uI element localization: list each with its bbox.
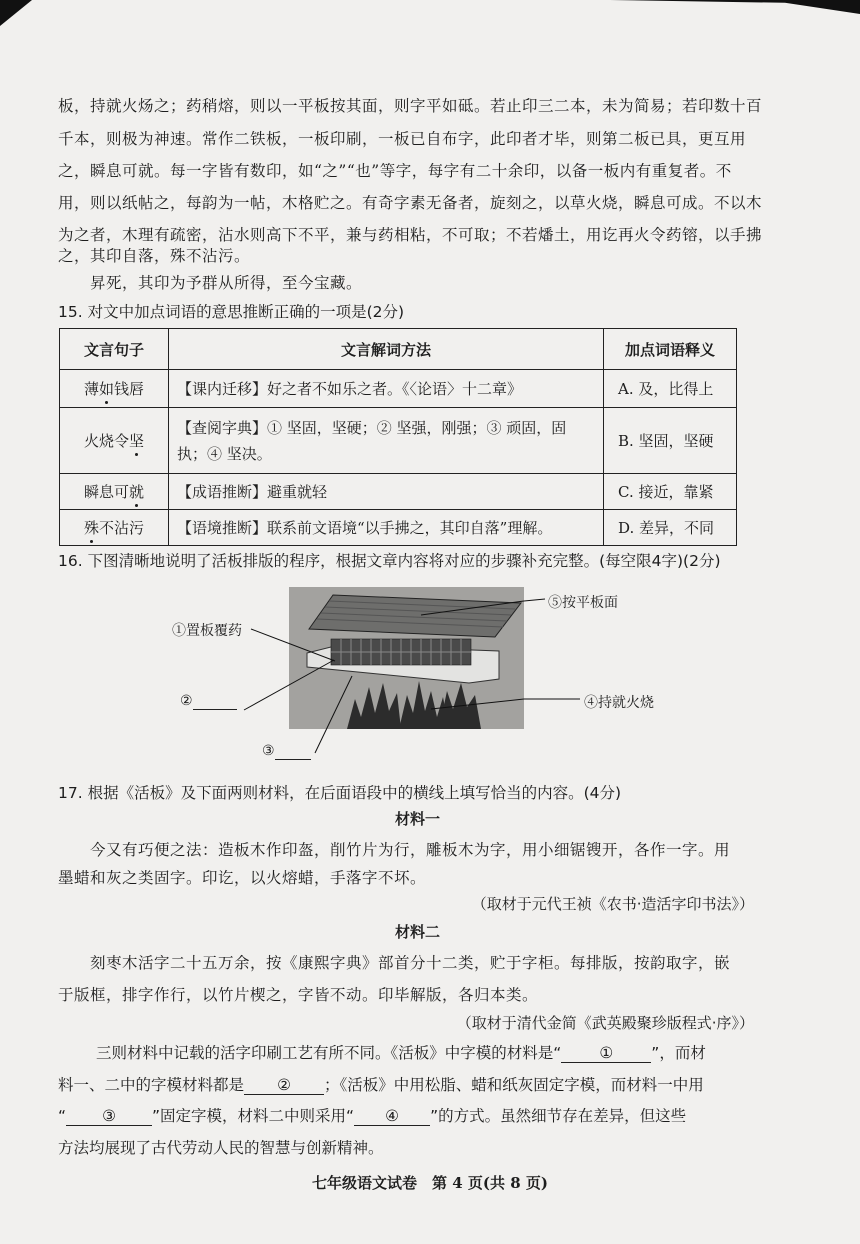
material-1-title: 材料一 <box>395 810 441 828</box>
passage-line: 用，则以纸帖之，每韵为一帖，木格贮之。有奇字素无备者，旋刻之，以草火烧，瞬息可成。不以木 <box>58 194 763 212</box>
q16-stem: 16. 下图清晰地说明了活板排版的程序，根据文章内容将对应的步骤补充完整。(每空限4字)(2分) <box>58 552 721 570</box>
fill-paragraph-line-3: “ ③ ”固定字模，材料二中则采用“ ④ ”的方式。虽然细节存在差异，但这些 <box>58 1107 687 1125</box>
passage-line: 之，瞬息可就。每一字皆有数印，如“之”“也”等字，每字有二十余印，以备一板内有重复者。不 <box>58 162 732 180</box>
answer-blank-3: ③ <box>66 1107 152 1126</box>
fill-paragraph-line-4: 方法均展现了古代劳动人民的智慧与创新精神。 <box>58 1139 384 1157</box>
table-header: 加点词语释义 <box>604 329 737 370</box>
diagram-label-1: ①置板覆药 <box>172 623 242 639</box>
material-line: 刻枣木活字二十五万余，按《康熙字典》部首分十二类，贮于字柜。每排版，按韵取字，嵌 <box>90 954 731 972</box>
answer-blank-2: ② <box>244 1076 324 1095</box>
answer-blank-4: ④ <box>354 1107 430 1126</box>
diagram-label-4: ④持就火烧 <box>584 695 654 711</box>
sentence-cell: 薄如钱唇 <box>60 370 169 408</box>
method-cell: 【成语推断】避重就轻 <box>169 474 604 510</box>
meaning-cell: A. 及，比得上 <box>604 370 737 408</box>
passage-last-line: 昇死，其印为予群从所得，至今宝藏。 <box>90 274 363 292</box>
diagram-label-5: ⑤按平板面 <box>548 595 618 611</box>
fill-paragraph-line-1: 三则材料中记载的活字印刷工艺有所不同。《活板》中字模的材料是“ ① ”，而材 <box>96 1044 706 1062</box>
answer-blank-1: ① <box>561 1044 651 1063</box>
meaning-cell: C. 接近，靠紧 <box>604 474 737 510</box>
passage-line: 为之者，木理有疏密，沾水则高下不平，兼与药相粘，不可取；不若燔土，用讫再火令药镕，以手拂 <box>58 226 763 244</box>
sentence-cell: 瞬息可就 <box>60 474 169 510</box>
table-header: 文言解词方法 <box>169 329 604 370</box>
method-cell: 【课内迁移】好之者不如乐之者。《〈论语〉十二章》 <box>169 370 604 408</box>
sentence-cell: 火烧令坚 <box>60 408 169 474</box>
q17-stem: 17. 根据《活板》及下面两则材料，在后面语段中的横线上填写恰当的内容。(4分) <box>58 784 622 802</box>
diagram-label-3: ③ <box>262 743 311 760</box>
fill-paragraph-line-2: 料一、二中的字模材料都是 ② ；《活板》中用松脂、蜡和纸灰固定字模，而材料一中用 <box>58 1076 704 1094</box>
material-line: 今又有巧便之法：造板木作印盔，削竹片为行，雕板木为字，用小细锯锼开，各作一字。用 <box>90 841 731 859</box>
method-cell: 【语境推断】联系前文语境“以手拂之，其印自落”理解。 <box>169 510 604 546</box>
dotted-word: 就 <box>129 483 145 501</box>
page-footer: 七年级语文试卷 第 4 页(共 8 页) <box>312 1174 548 1192</box>
meaning-cell: D. 差异，不同 <box>604 510 737 546</box>
material-line: 墨蜡和灰之类固字。印讫，以火熔蜡，手落字不坏。 <box>58 869 427 887</box>
material-1-source: （取材于元代王祯《农书·造活字印书法》） <box>471 895 754 913</box>
method-cell: 【查阅字典】① 坚固，坚硬；② 坚强，刚强；③ 顽固，固执；④ 坚决。 <box>169 408 604 474</box>
material-2-title: 材料二 <box>395 923 441 941</box>
dotted-word: 殊 <box>83 519 99 537</box>
material-2-source: （取材于清代金简《武英殿聚珍版程式·序》） <box>456 1014 754 1032</box>
material-line: 于版框，排字作行，以竹片楔之，字皆不动。印毕解版，各归本类。 <box>58 986 539 1004</box>
passage-line: 板，持就火炀之；药稍熔，则以一平板按其面，则字平如砥。若止印三二本，未为简易；若印数十百 <box>58 97 763 115</box>
table-header: 文言句子 <box>60 329 169 370</box>
passage-line: 之，其印自落，殊不沾污。 <box>58 247 251 265</box>
q15-stem: 15. 对文中加点词语的意思推断正确的一项是(2分) <box>58 303 405 321</box>
dotted-word: 如 <box>98 380 114 398</box>
dotted-word: 坚 <box>129 432 145 450</box>
sentence-cell: 殊不沾污 <box>60 510 169 546</box>
diagram-label-2: ② <box>180 693 237 710</box>
meaning-cell: B. 坚固，坚硬 <box>604 408 737 474</box>
passage-line: 千本，则极为神速。常作二铁板，一板印刷，一板已自布字，此印者才毕，则第二板已具，更互用 <box>58 130 747 148</box>
